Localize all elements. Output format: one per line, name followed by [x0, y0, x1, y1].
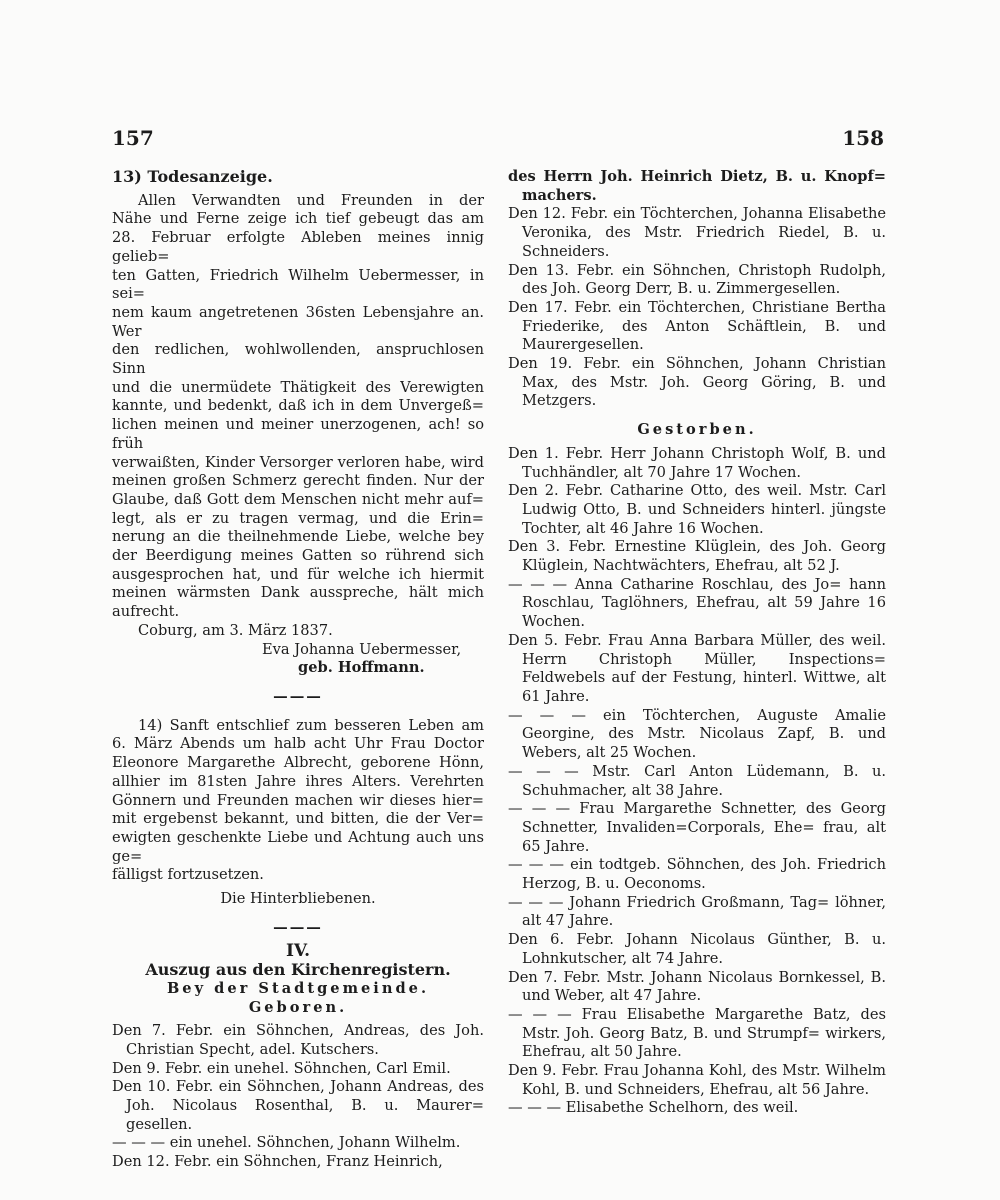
text-line: ewigten geschenkte Liebe und Achtung auch uns ge= — [112, 828, 484, 865]
text-line: aufrecht. — [112, 603, 180, 621]
death-notice-heading: 13) Todesanzeige. — [112, 167, 273, 186]
register-entry: Den 17. Febr. ein Töchterchen, Christiane Bertha Friederike, des Anton Schäftlein, B. und Maurergesellen. — [508, 298, 886, 354]
text-line: ten Gatten, Friedrich Wilhelm Uebermesser, in sei= — [112, 266, 484, 303]
text-line: Glaube, daß Gott dem Menschen nicht mehr auf= — [112, 490, 484, 508]
notice-signature-maiden-name: geb. Hoffmann. — [298, 659, 425, 677]
register-entry: Den 2. Febr. Catharine Otto, des weil. Mstr. Carl Ludwig Otto, B. und Schneiders hinterl. jüngste Tochter, alt 46 Jahre 16 Wochen. — [508, 482, 886, 537]
register-entry: Den 9. Febr. Frau Johanna Kohl, des Mstr. Wilhelm Kohl, B. und Schneiders, Ehefrau, alt 56 Jahre. — [508, 1062, 886, 1098]
register-entry: — — — Frau Elisabethe Margarethe Batz, des Mstr. Joh. Georg Batz, B. und Strumpf= wirkers, Ehefrau, alt 50 Jahre. — [508, 1005, 886, 1061]
section-roman-numeral: IV. — [285, 941, 311, 962]
text-line: verwaißten, Kinder Versorger verloren habe, wird — [112, 453, 484, 471]
text-line: lichen meinen und meiner unerzogenen, ach! so früh — [112, 416, 484, 452]
register-entry: Den 1. Febr. Herr Johann Christoph Wolf, B. und Tuchhändler, alt 70 Jahre 17 Wochen. — [508, 444, 886, 481]
register-entry: — — — Elisabethe Schelhorn, des weil. — [508, 1099, 799, 1117]
obituary-notice-body — [112, 717, 484, 885]
register-entry: — — — ein Töchterchen, Auguste Amalie Georgine, des Mstr. Nicolaus Zapf, B. und Webers, alt 25 Wochen. — [508, 706, 886, 762]
text-line: nem kaum angetretenen 36sten Lebensjahre an. Wer — [112, 303, 484, 340]
text-line: legt, als er zu tragen vermag, und die Erin= — [112, 509, 484, 527]
register-entry: Den 7. Febr. Mstr. Johann Nicolaus Bornkessel, B. und Weber, alt 47 Jahre. — [508, 968, 886, 1005]
text-line: 6. März Abends um halb acht Uhr Frau Doctor — [112, 735, 484, 753]
text-line: allhier im 81sten Jahre ihres Alters. Verehrten — [112, 772, 484, 790]
register-entry: Den 6. Febr. Johann Nicolaus Günther, B. u. Lohnkutscher, alt 74 Jahre. — [508, 931, 886, 967]
section-separator: ——— — [273, 687, 323, 705]
text-line: meinen wärmsten Dank ausspreche, hält mich — [112, 584, 484, 602]
text-line: Allen Verwandten und Freunden in der — [138, 191, 484, 209]
text-line: der Beerdigung meines Gatten so rührend sich — [112, 547, 484, 565]
text-line: Eleonore Margarethe Albrecht, geborene Hönn, — [112, 754, 484, 772]
register-entry: Den 19. Febr. ein Söhnchen, Johann Christian Max, des Mstr. Joh. Georg Göring, B. und Metzgers. — [508, 355, 886, 410]
register-entry: — — — Frau Margarethe Schnetter, des Georg Schnetter, Invaliden=Corporals, Ehe= frau, alt 65 Jahre. — [508, 800, 886, 855]
text-line: kannte, und bedenkt, daß ich in dem Unvergeß= — [112, 397, 484, 415]
subsection-title: Bey der Stadtgemeinde. — [166, 979, 430, 997]
register-entry: — — — ein unehel. Söhnchen, Johann Wilhelm. — [112, 1134, 461, 1152]
register-entry: Den 9. Febr. ein unehel. Söhnchen, Carl Emil. — [112, 1059, 451, 1077]
register-entry: des Herrn Joh. Heinrich Dietz, B. u. Knopf= machers. — [508, 168, 886, 204]
section-title: Auszug aus den Kirchenregistern. — [145, 960, 451, 980]
register-entry: — — — ein todtgeb. Söhnchen, des Joh. Friedrich Herzog, B. u. Oeconoms. — [508, 856, 886, 893]
deaths-list — [508, 445, 886, 1118]
register-entry: Den 10. Febr. ein Söhnchen, Johann Andreas, des Joh. Nicolaus Rosenthal, B. u. Maurer= gesellen. — [112, 1078, 484, 1133]
register-entry: Den 7. Febr. ein Söhnchen, Andreas, des Joh. Christian Specht, adel. Kutschers. — [112, 1022, 484, 1058]
register-entry: Den 12. Febr. ein Söhnchen, Franz Heinrich, — [112, 1153, 443, 1171]
text-line: mit ergebenst bekannt, und bitten, die der Ver= — [112, 810, 484, 828]
notice-signature: Eva Johanna Uebermesser, — [262, 640, 462, 658]
text-line: ausgesprochen hat, und für welche ich hiermit — [112, 565, 484, 583]
section-separator: ——— — [273, 918, 323, 936]
register-entry: — — — Mstr. Carl Anton Lüdemann, B. u. Schuhmacher, alt 38 Jahre. — [508, 762, 886, 799]
text-line: 28. Februar erfolgte Ableben meines innig gelieb= — [112, 229, 484, 265]
right-column — [508, 168, 886, 1118]
deaths-heading: Gestorben. — [637, 421, 757, 439]
notice-place-date: Coburg, am 3. März 1837. — [138, 621, 333, 639]
page-number-left: 157 — [112, 126, 154, 150]
register-entry: Den 5. Febr. Frau Anna Barbara Müller, des weil. Herrn Christoph Müller, Inspections= Feldwebels auf der Festung, hinterl. Wittwe, alt 61 Jahre. — [508, 631, 886, 705]
text-line: den redlichen, wohlwollenden, anspruchlosen Sinn — [112, 341, 484, 378]
left-column — [112, 168, 484, 1172]
page-number-right: 158 — [842, 126, 884, 150]
obituary-signature: Die Hinterbliebenen. — [220, 890, 376, 908]
text-line: Gönnern und Freunden machen wir dieses hier= — [112, 791, 484, 809]
register-entry: — — — Johann Friedrich Großmann, Tag= löhner, alt 47 Jahre. — [508, 893, 886, 930]
text-line: nerung an die theilnehmende Liebe, welche bey — [112, 528, 484, 546]
text-line: meinen großen Schmerz gerecht finden. Nur der — [112, 472, 484, 490]
register-entry: — — — Anna Catharine Roschlau, des Jo= hann Roschlau, Taglöhners, Ehefrau, alt 59 Jahre 16 Wochen. — [508, 575, 886, 631]
births-heading: Geboren. — [248, 998, 348, 1016]
text-line: Nähe und Ferne zeige ich tief gebeugt das am — [112, 210, 484, 228]
register-entry: Den 3. Febr. Ernestine Klüglein, des Joh. Georg Klüglein, Nachtwächters, Ehefrau, alt 52 J. — [508, 538, 886, 575]
register-entry: Den 12. Febr. ein Töchterchen, Johanna Elisabethe Veronika, des Mstr. Friedrich Riedel, B. u. Schneiders. — [508, 205, 886, 260]
text-line: fälligst fortzusetzen. — [112, 866, 264, 884]
births-list-continued — [508, 168, 886, 411]
text-line: und die unermüdete Thätigkeit des Verewigten — [112, 378, 484, 396]
death-notice-body — [112, 192, 484, 622]
births-list — [112, 1022, 484, 1172]
register-entry: Den 13. Febr. ein Söhnchen, Christoph Rudolph, des Joh. Georg Derr, B. u. Zimmergesellen. — [508, 261, 886, 298]
text-line: 14) Sanft entschlief zum besseren Leben am — [138, 716, 484, 734]
